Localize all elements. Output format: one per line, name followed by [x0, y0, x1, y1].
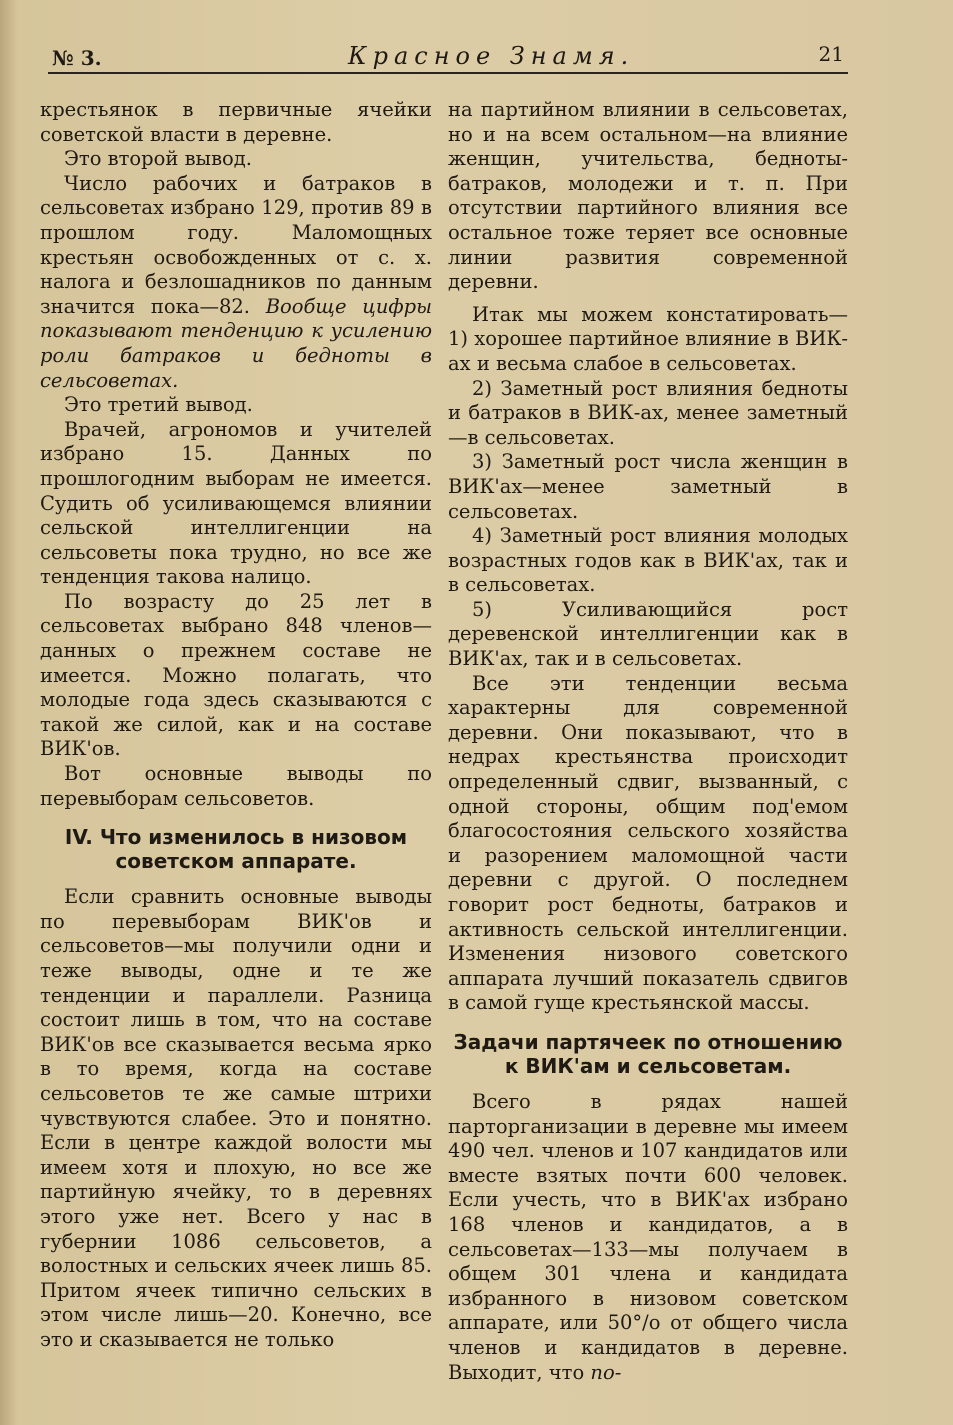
paragraph: Это второй вывод. — [64, 147, 252, 171]
right-column — [448, 98, 848, 1385]
paragraph: на партийном влиянии в сельсоветах, но и на всем остальном—на влияние женщин, учительства, бедноты-батраков, молодежи и т. п. При отсутствии партийного влияния все остальное тоже теряет все основные линии развития современной деревни. — [448, 98, 848, 294]
paragraph-text: Число рабочих и батраков в сельсоветах избрано 129, против 89 в прошлом году. Маломощных крестьян освобожденных от с. х. налога и безлошадников по данным значится пока—82. — [40, 171, 432, 318]
section-heading: Задачи партячеек по отношению к ВИК'ам и сельсоветам. — [453, 1029, 843, 1078]
paragraph: Если сравнить основные выводы по перевыборам ВИК'ов и сельсоветов—мы получили одни и теже выводы, одне и те же тенденции и параллели. Разница состоит лишь в том, что на составе ВИК'ов все сказывается весьма ярко в то время, когда на составе сельсоветов те же самые штрихи чувствуются слабее. Это и понятно. Если в центре каждой волости мы имеем хотя и плохую, но все же партийную ячейку, то в деревнях этого уже нет. Всего у нас в губернии 1086 сельсоветов, а волостных и сельских ячеек лишь 85. Притом ячеек типично сельских в этом числе лишь—20. Конечно, все это и сказывается не только — [40, 885, 432, 1351]
paragraph: Вот основные выводы по перевыборам сельсоветов. — [40, 762, 432, 810]
page-header — [48, 38, 844, 74]
list-item: 4) Заметный рост влияния молодых возрастных годов как в ВИК'ах, так и в сельсоветах. — [448, 524, 848, 597]
paragraph: крестьянок в первичные ячейки советской власти в деревне. — [40, 98, 432, 146]
left-column — [40, 98, 432, 1353]
list-item: 2) Заметный рост влияния бедноты и батраков в ВИК-ах, менее заметный—в сельсоветах. — [448, 376, 848, 449]
paragraph: Врачей, агрономов и учителей избрано 15. Данных по прошлогодним выборам не имеется. Судить об усиливающемся влиянии сельской интеллигенции на сельсоветы пока трудно, но все же тенденция такова налицо. — [40, 417, 432, 589]
italic-conclusion: Вообще цифры показывают тенденцию к усилению роли батраков и бедноты в сельсоветах. — [40, 294, 433, 392]
paragraph-text: Всего в рядах нашей парторганизации в деревне мы имеем 490 чел. членов и 107 кандидатов или вместе взятых почти 600 человек. Если учесть, что в ВИК'ах избрано 168 членов и кандидатов, а в сельсоветах—133—мы получаем в общем 301 члена и кандидата избранного в низовом советском аппарате, или 50°/о от общего числа членов и кандидатов в деревне. Выходит, что — [448, 1089, 848, 1384]
list-item: 5) Усиливающийся рост деревенской интеллигенции как в ВИК'ах, так и в сельсоветах. — [448, 597, 848, 671]
paragraph: Это третий вывод. — [64, 393, 253, 417]
header-rule — [48, 72, 848, 74]
paragraph — [40, 172, 432, 393]
spacer — [448, 295, 848, 303]
newspaper-title: Красное Знамя. — [348, 42, 635, 70]
paragraph: Итак мы можем констатировать— 1) хорошее партийное влияние в ВИК-ах и весьма слабое в сельсоветах. — [448, 302, 848, 375]
paragraph: По возрасту до 25 лет в сельсоветах выбрано 848 членов—данных о прежнем составе не имеется. Можно полагать, что молодые года здесь сказываются с такой же силой, как и на составе ВИК'ов. — [40, 589, 432, 761]
italic-word: по- — [590, 1360, 622, 1384]
list-item: 3) Заметный рост числа женщин в ВИК'ах—менее заметный в сельсоветах. — [448, 450, 848, 523]
issue-number: № 3. — [52, 46, 102, 70]
section-heading: IV. Что изменилось в низовом советском аппарате. — [64, 825, 408, 874]
page-number: 21 — [818, 42, 844, 66]
paragraph: Все эти тенденции весьма характерны для современной деревни. Они показывают, что в недрах крестьянства происходит определенный сдвиг, вызванный, с одной стороны, общим под'емом благосостояния сельского хозяйства и разорением маломощной части деревни с другой. О последнем говорит рост бедноты, батраков и активность сельской интеллигенции. Изменения низового советского аппарата лучший показатель сдвигов в самой гуще крестьянской массы. — [448, 671, 848, 1015]
paragraph — [448, 1090, 848, 1385]
